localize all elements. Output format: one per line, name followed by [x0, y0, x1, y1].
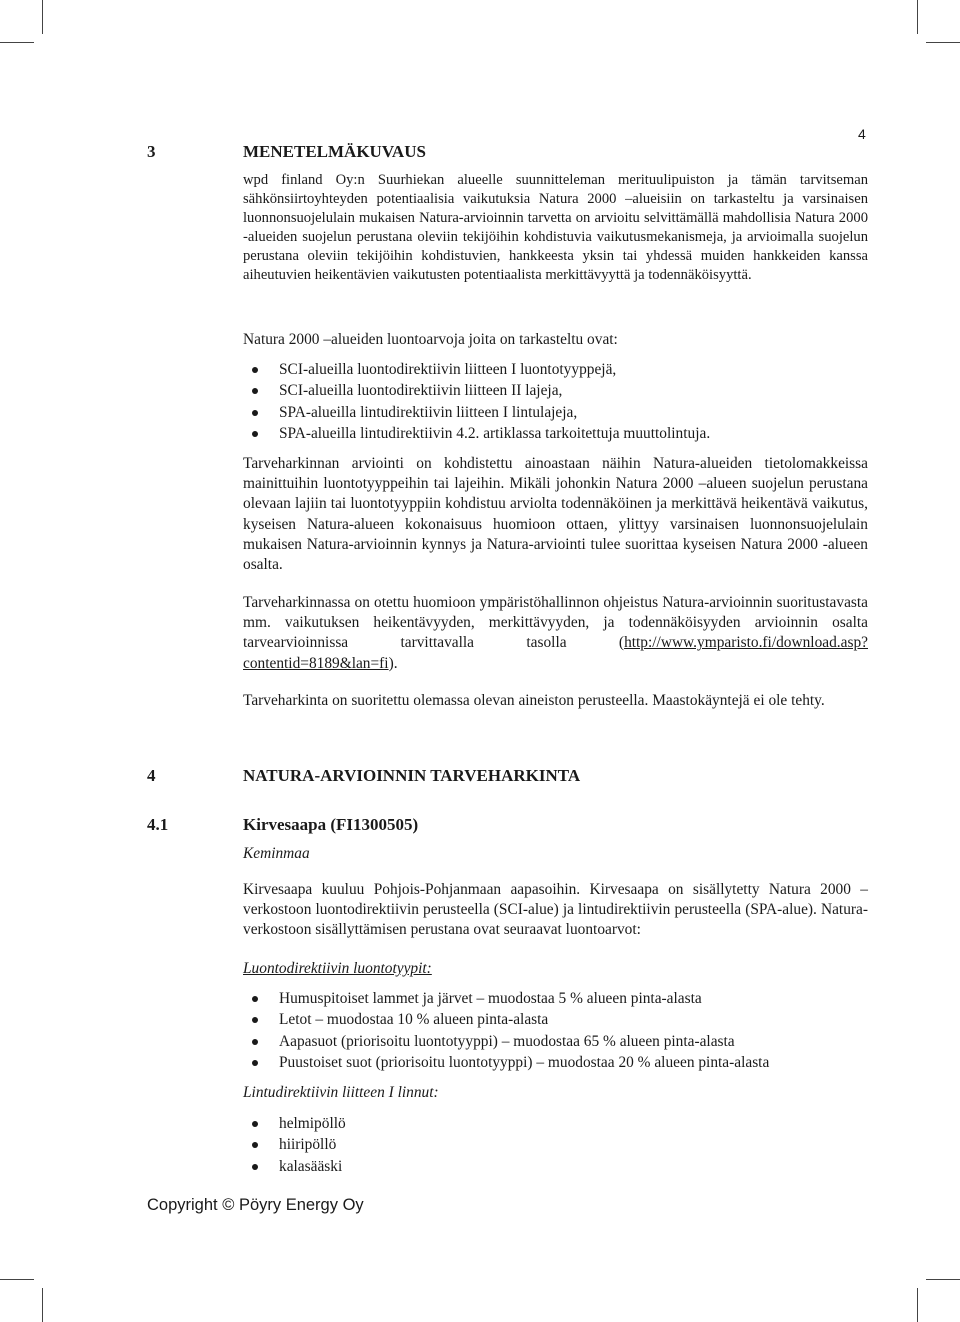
list-item: SPA-alueilla lintudirektiivin 4.2. artiklassa tarkoitettuja muuttolintuja.	[243, 423, 868, 444]
page-number: 4	[858, 126, 866, 142]
list-item: kalasääski	[243, 1156, 868, 1177]
bullet-icon	[252, 1142, 258, 1148]
section-4-1-subtitle: Keminmaa	[243, 845, 310, 862]
list-item: SCI-alueilla luontodirektiivin liitteen I luontotyyppejä,	[243, 359, 868, 380]
section-4-1-number: 4.1	[147, 815, 169, 834]
section-3-paragraph-1: wpd finland Oy:n Suurhiekan alueelle suunnitteleman merituulipuiston ja tämän tarvitseman sähkönsiirtoyhteyden potentiaalisia vaikutuksia Natura 2000 –alueisiin on tarkasteltu ja varsinaisen luonnonsuojelulain mukaisen Natura-arvioinnin tarvetta on arvioitu selvittämällä mahdollisia Natura 2000 -alueiden suojelun perustana oleviin tekijöihin kohdistuvia vaikutusmekanismeja, ja arvioimalla suojelun perustana oleviin tekijöihin kohdistuvien, hankkeesta yksin tai yhdessä muiden hankkeiden kanssa aiheutuvien heikentävien vaikutusten potentiaalista merkittävyyttä ja todennäköisyyttä.	[243, 172, 868, 283]
habitats-heading: Luontodirektiivin luontotyypit:	[243, 960, 432, 977]
section-3-paragraph-2: Natura 2000 –alueiden luontoarvoja joita on tarkasteltu ovat:	[243, 331, 618, 348]
bullet-icon	[252, 1060, 258, 1066]
crop-mark-bottom-left-h	[0, 1279, 34, 1280]
crop-mark-top-left	[42, 0, 43, 34]
crop-mark-top-left-h	[0, 42, 34, 43]
bullet-icon	[252, 431, 258, 437]
habitats-list	[243, 988, 868, 1073]
ymparisto-link[interactable]: http://www.ymparisto.fi/download.asp?contentid=8189&lan=fi	[243, 634, 868, 672]
crop-mark-bottom-right-h	[926, 1279, 960, 1280]
list-item: Aapasuot (priorisoitu luontotyyppi) – muodostaa 65 % alueen pinta-alasta	[243, 1031, 868, 1052]
bullet-icon	[252, 410, 258, 416]
bullet-icon	[252, 367, 258, 373]
bullet-icon	[252, 1164, 258, 1170]
list-item: hiiripöllö	[243, 1134, 868, 1155]
list-item: Humuspitoiset lammet ja järvet – muodostaa 5 % alueen pinta-alasta	[243, 988, 868, 1009]
footer-copyright: Copyright © Pöyry Energy Oy	[147, 1196, 364, 1214]
list-item: Letot – muodostaa 10 % alueen pinta-alasta	[243, 1009, 868, 1030]
bullet-icon	[252, 388, 258, 394]
list-item: Puustoiset suot (priorisoitu luontotyyppi) – muodostaa 20 % alueen pinta-alasta	[243, 1052, 868, 1073]
crop-mark-bottom-left	[42, 1288, 43, 1322]
list-item: SCI-alueilla luontodirektiivin liitteen II lajeja,	[243, 380, 868, 401]
list-item: helmipöllö	[243, 1113, 868, 1134]
section-3-number: 3	[147, 142, 156, 161]
section-3-paragraph-3: Tarveharkinnan arviointi on kohdistettu ainoastaan näihin Natura-alueiden tietolomakkeissa mainittuihin luontotyyppeihin tai lajeihin. Mikäli johonkin Natura 2000 –alueen suojelun perustana olevaan lajiin tai luontotyyppiin kohdistuu arviolta todennäköinen ja merkittävä heikentävä vaikutus, kyseisen Natura-alueen kokonaisuus huomioon ottaen, ylittyy varsinaisen luonnonsuojelulain mukaisen Natura-arvioinnin kynnys ja Natura-arviointi tulee suorittaa kyseisen Natura 2000 -alueen osalta.	[243, 455, 868, 574]
section-3-paragraph-4: Tarveharkinnassa on otettu huomioon ympäristöhallinnon ohjeistus Natura-arvioinnin suoritustavasta mm. vaikutuksen heikentävyyden, merkittävyyden, ja todennäköisyyden arvioinnin osalta tarvearvioinnissa tarvittavalla tasolla (http://www.ymparisto.fi/download.asp?contentid=8189&lan=fi).	[243, 594, 868, 672]
birds-list	[243, 1113, 868, 1177]
section-3-paragraph-5: Tarveharkinta on suoritettu olemassa olevan aineiston perusteella. Maastokäyntejä ei ole tehty.	[243, 692, 825, 709]
crop-mark-top-right	[917, 0, 918, 34]
crop-mark-bottom-right	[917, 1288, 918, 1322]
section-4-1-title: Kirvesaapa (FI1300505)	[243, 815, 419, 834]
section-4-1-paragraph-1: Kirvesaapa kuuluu Pohjois-Pohjanmaan aapasoihin. Kirvesaapa on sisällytetty Natura 2000 –verkostoon luontodirektiivin perusteella (SCI-alue) ja lintudirektiivin perusteella (SPA-alue). Natura-verkostoon sisällyttämisen perustana ovat seuraavat luontoarvot:	[243, 881, 868, 939]
list-item: SPA-alueilla lintudirektiivin liitteen I lintulajeja,	[243, 402, 868, 423]
section-3-title: MENETELMÄKUVAUS	[243, 142, 426, 161]
crop-mark-top-right-h	[926, 42, 960, 43]
bullet-icon	[252, 996, 258, 1002]
bullet-icon	[252, 1121, 258, 1127]
bullet-icon	[252, 1039, 258, 1045]
birds-heading: Lintudirektiivin liitteen I linnut:	[243, 1084, 439, 1101]
bullet-icon	[252, 1017, 258, 1023]
section-4-number: 4	[147, 766, 156, 785]
natura-values-list	[243, 359, 868, 444]
section-4-title: NATURA-ARVIOINNIN TARVEHARKINTA	[243, 766, 581, 785]
